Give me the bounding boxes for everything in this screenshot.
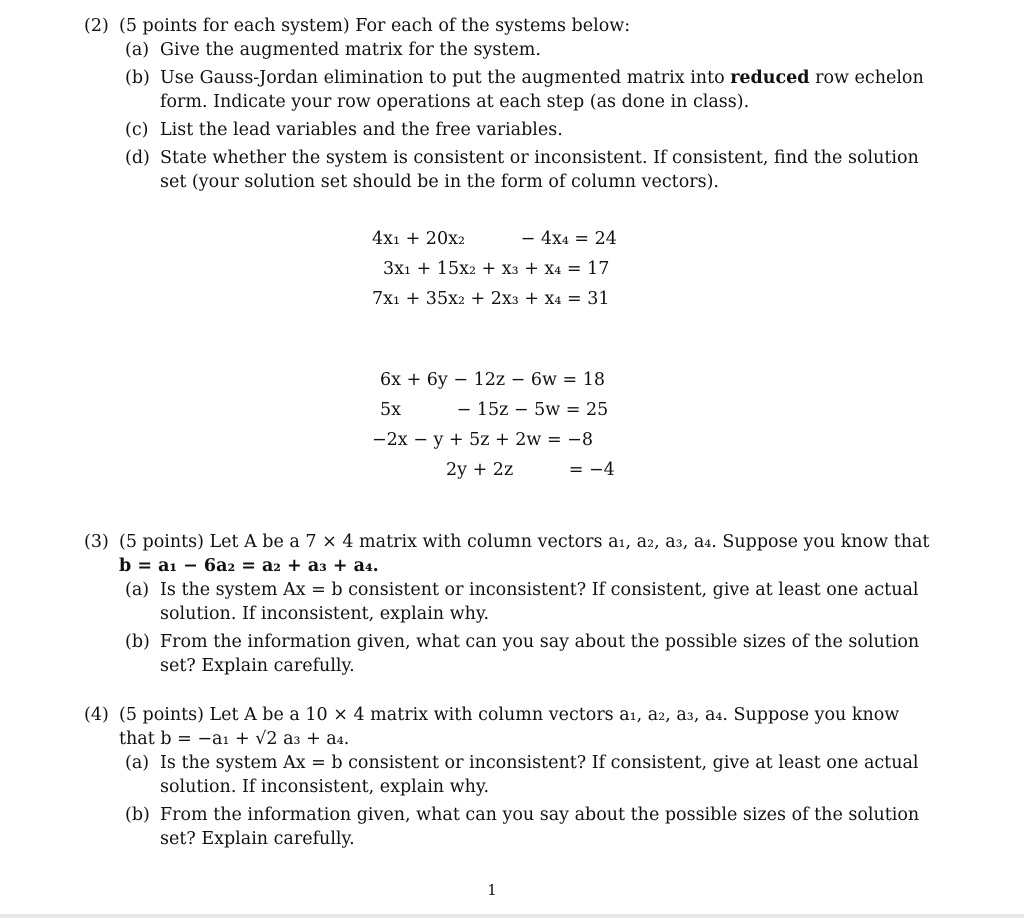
problem-4-part-a: (a) Is the system Ax = b consistent or inconsistent? If consistent, give at least one actual solution. If inconsistent, explain why. [125,753,919,797]
problem-3-equation: b = a₁ − 6a₂ = a₂ + a₃ + a₄. [119,556,379,576]
page-number: 1 [487,881,497,899]
problem-4-part-b: (b) From the information given, what can you say about the possible sizes of the solution set? Explain carefully. [125,805,920,849]
system-2-equation: 5x − 15z − 5w = 25 [380,400,609,420]
system-1-equation: 4x₁ + 20x₂ − 4x₄ = 24 [372,229,617,249]
equation-system-2 [372,365,615,485]
problem-3-part-b: (b) From the information given, what can you say about the possible sizes of the solution set? Explain carefully. [125,632,920,676]
system-2-equation: −2x − y + 5z + 2w = −8 [372,430,593,450]
system-2-equation: 6x + 6y − 12z − 6w = 18 [380,370,606,390]
problem-2-part-d: (d) State whether the system is consistent or inconsistent. If consistent, find the solution set (your solution set should be in the form of column vectors). [125,148,919,192]
problem-2 [84,14,934,194]
problem-4-number: (4) [84,705,109,725]
system-1-equation: 3x₁ + 15x₂ + x₃ + x₄ = 17 [383,259,610,279]
system-1-equation: 7x₁ + 35x₂ + 2x₃ + x₄ = 31 [372,289,610,309]
problem-2-intro: (5 points for each system) For each of the systems below: [119,16,631,36]
problem-4-parts [84,751,934,851]
problem-3-number: (3) [84,532,109,552]
problem-2-part-c: (c) List the lead variables and the free variables. [125,120,563,140]
problem-2-part-a: (a) Give the augmented matrix for the system. [125,40,541,60]
problem-2-intro-line [84,14,934,38]
problem-3-intro-line [84,530,934,554]
problem-2-parts [84,38,934,194]
problem-3-intro: (5 points) Let A be a 7 × 4 matrix with column vectors a₁, a₂, a₃, a₄. Suppose you know that [119,532,930,552]
problem-4-intro-line [84,703,934,727]
problem-4-equation: that b = −a₁ + √2 a₃ + a₄. [119,729,350,749]
problem-4 [84,703,934,851]
problem-2-number: (2) [84,16,109,36]
reduced-emphasis: reduced [730,68,810,88]
bottom-divider [0,914,1024,918]
problem-4-intro: (5 points) Let A be a 10 × 4 matrix with column vectors a₁, a₂, a₃, a₄. Suppose you know [119,705,900,725]
equation-system-1 [372,224,617,314]
problem-2-part-b: (b) Use Gauss-Jordan elimination to put the augmented matrix into reduced row echelon form. Indicate your row operations at each step (as done in class). [125,68,924,112]
problem-3 [84,530,934,678]
system-2-equation: 2y + 2z = −4 [446,460,615,480]
problem-3-parts [84,578,934,678]
problem-3-part-a: (a) Is the system Ax = b consistent or inconsistent? If consistent, give at least one actual solution. If inconsistent, explain why. [125,580,919,624]
